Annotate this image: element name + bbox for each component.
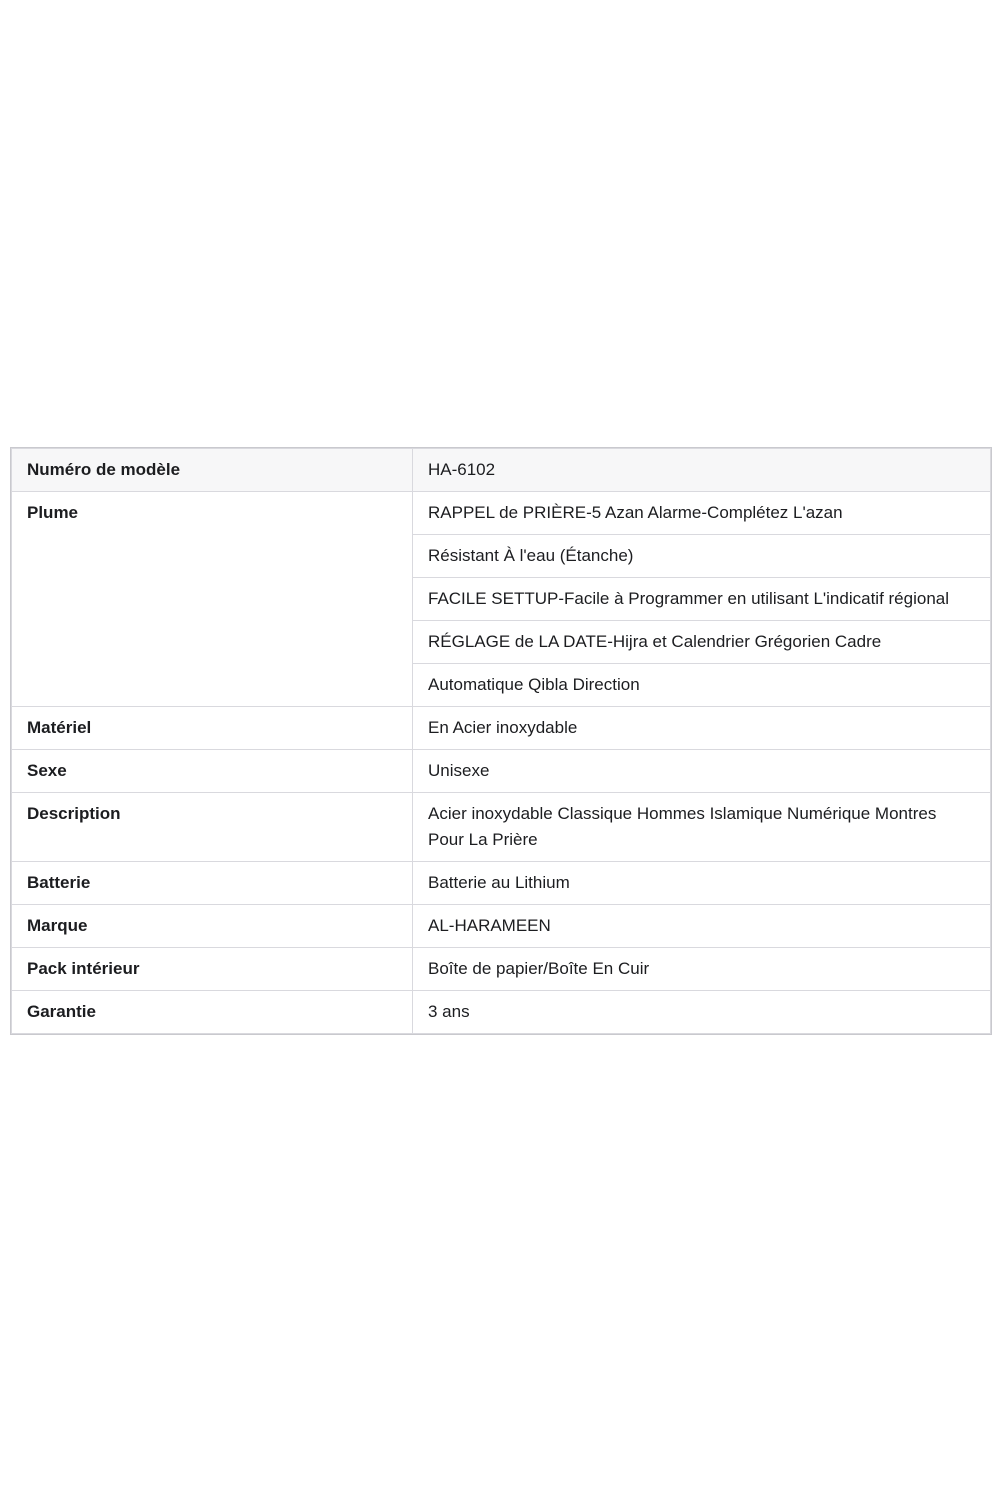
- product-spec-table: [11, 448, 991, 1034]
- spec-value: RÉGLAGE de LA DATE-Hijra et Calendrier Grégorien Cadre: [413, 621, 991, 664]
- spec-label: Pack intérieur: [12, 948, 413, 991]
- spec-value: Automatique Qibla Direction: [413, 664, 991, 707]
- spec-value: FACILE SETTUP-Facile à Programmer en utilisant L'indicatif régional: [413, 578, 991, 621]
- spec-label: Batterie: [12, 862, 413, 905]
- spec-label: Sexe: [12, 750, 413, 793]
- spec-label: Matériel: [12, 707, 413, 750]
- spec-row-gender: [12, 750, 991, 793]
- spec-row-model-number: [12, 449, 991, 492]
- spec-value: Acier inoxydable Classique Hommes Islamique Numérique Montres Pour La Prière: [413, 793, 991, 862]
- spec-label: Garantie: [12, 991, 413, 1034]
- spec-row-warranty: [12, 991, 991, 1034]
- spec-value: 3 ans: [413, 991, 991, 1034]
- spec-value: En Acier inoxydable: [413, 707, 991, 750]
- spec-row-inner-pack: [12, 948, 991, 991]
- spec-value: Unisexe: [413, 750, 991, 793]
- spec-row-description: [12, 793, 991, 862]
- spec-value: RAPPEL de PRIÈRE-5 Azan Alarme-Complétez L'azan: [413, 492, 991, 535]
- spec-value: Résistant À l'eau (Étanche): [413, 535, 991, 578]
- spec-value: HA-6102: [413, 449, 991, 492]
- spec-label: Description: [12, 793, 413, 862]
- spec-row-battery: [12, 862, 991, 905]
- spec-row-plume: [12, 492, 991, 535]
- spec-row-material: [12, 707, 991, 750]
- spec-value: AL-HARAMEEN: [413, 905, 991, 948]
- spec-value: Batterie au Lithium: [413, 862, 991, 905]
- product-spec-section: [10, 447, 992, 1035]
- spec-value: Boîte de papier/Boîte En Cuir: [413, 948, 991, 991]
- spec-label: Numéro de modèle: [12, 449, 413, 492]
- spec-label: Plume: [12, 492, 413, 707]
- spec-row-brand: [12, 905, 991, 948]
- spec-label: Marque: [12, 905, 413, 948]
